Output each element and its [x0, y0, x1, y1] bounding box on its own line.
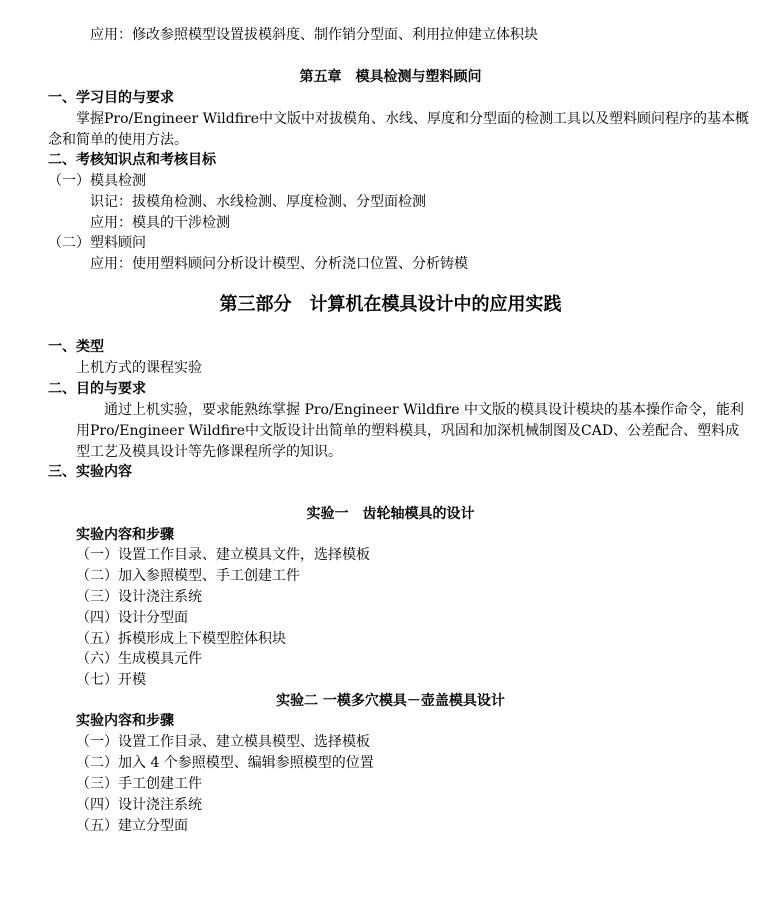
- application-line: 应用：修改参照模型设置拔模斜度、制作销分型面、利用拉伸建立体积块: [90, 27, 538, 43]
- section-heading-assessment: 二、考核知识点和考核目标: [48, 152, 216, 168]
- list-item: （七）开模: [76, 672, 146, 688]
- part-title: 第三部分 计算机在模具设计中的应用实践: [219, 294, 562, 315]
- section-heading-experiments: 三、实验内容: [48, 464, 132, 480]
- inspection-application-line: 应用：模具的干涉检测: [90, 215, 230, 231]
- type-text: 上机方式的课程实验: [76, 360, 202, 376]
- subsection-plastic-advisor: （二）塑料顾问: [48, 235, 146, 251]
- list-item: （一）设置工作目录、建立模具模型、选择模板: [76, 734, 370, 750]
- list-item: （一）设置工作目录、建立模具文件，选择模板: [76, 547, 370, 563]
- list-item: （二）加入 4 个参照模型、编辑参照模型的位置: [76, 755, 374, 771]
- learning-goals-paragraph: 掌握Pro/Engineer Wildfire中文版中对拔模角、水线、厚度和分型面的检测工具以及塑料顾问程序的基本概念和简单的使用方法。: [48, 111, 750, 148]
- section-heading-type: 一、类型: [48, 339, 104, 355]
- experiment-1-steps-heading: 实验内容和步骤: [76, 527, 174, 543]
- list-item: （五）建立分型面: [76, 818, 188, 834]
- list-item: （六）生成模具元件: [76, 651, 202, 667]
- section-heading-learning-goals: 一、学习目的与要求: [48, 90, 174, 106]
- section-heading-purpose: 二、目的与要求: [48, 381, 146, 397]
- experiment-2-steps-heading: 实验内容和步骤: [76, 713, 174, 729]
- purpose-paragraph: 通过上机实验，要求能熟练掌握 Pro/Engineer Wildfire 中文版的模具设计模块的基本操作命令，能利用Pro/Engineer Wildfire中文版设计出简单的塑料模具，巩固和加深机械制图及CAD、公差配合、塑料成型工艺及模具设计等先修课程所学的知识。: [76, 402, 744, 460]
- list-item: （五）拆模形成上下模型腔体积块: [76, 631, 286, 647]
- list-item: （四）设计分型面: [76, 610, 188, 626]
- inspection-recall-line: 识记：拔模角检测、水线检测、厚度检测、分型面检测: [90, 194, 426, 210]
- experiment-2-title: 实验二 一模多穴模具－壶盖模具设计: [276, 693, 505, 709]
- experiment-1-title: 实验一 齿轮轴模具的设计: [306, 506, 475, 522]
- list-item: （二）加入参照模型、手工创建工件: [76, 568, 300, 584]
- subsection-mold-inspection: （一）模具检测: [48, 173, 146, 189]
- chapter-title: 第五章 模具检测与塑料顾问: [299, 69, 482, 85]
- list-item: （四）设计浇注系统: [76, 797, 202, 813]
- list-item: （三）设计浇注系统: [76, 589, 202, 605]
- advisor-application-line: 应用：使用塑料顾问分析设计模型、分析浇口位置、分析铸模: [90, 256, 468, 272]
- list-item: （三）手工创建工件: [76, 776, 202, 792]
